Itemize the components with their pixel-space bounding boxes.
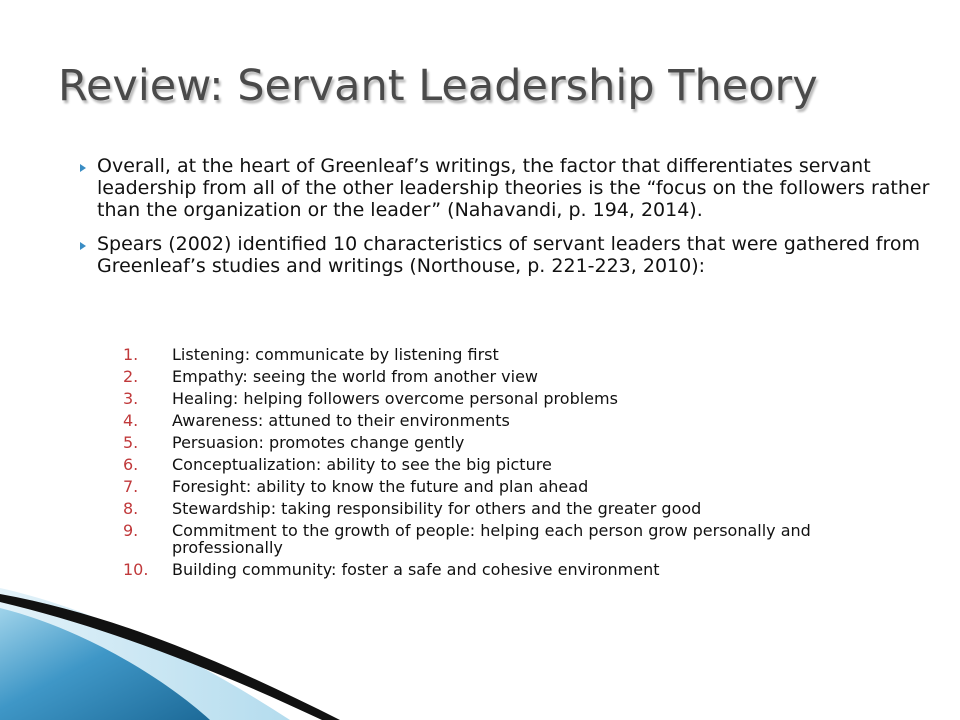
bullet-list (80, 155, 940, 277)
arrow-bullet-icon (80, 164, 86, 172)
list-item-text: Persuasion: promotes change gently (172, 433, 465, 452)
list-item (123, 346, 923, 363)
list-item-text: Empathy: seeing the world from another view (172, 367, 539, 386)
list-item-text: Conceptualization: ability to see the big picture (172, 455, 552, 474)
list-item-number: 2. (123, 367, 139, 386)
list-item-text: Healing: helping followers overcome personal problems (172, 389, 618, 408)
slide-title: Review: Servant Leadership Theory (58, 61, 818, 111)
bullet-text: Spears (2002) identified 10 characteristics of servant leaders that were gathered from Greenleaf’s studies and writings (Northouse, p. 221-223, 2010): (97, 233, 921, 277)
list-item-text: Building community: foster a safe and cohesive environment (172, 560, 660, 579)
list-item (123, 478, 923, 495)
list-item-text: Awareness: attuned to their environments (172, 411, 510, 430)
arrow-bullet-icon (80, 242, 86, 250)
bullet-item (80, 233, 940, 277)
list-item (123, 500, 923, 517)
slide-corner-decoration (0, 580, 960, 720)
decor-dark-swoosh (0, 594, 340, 720)
list-item (123, 434, 923, 451)
list-item (123, 456, 923, 473)
list-item-number: 3. (123, 389, 139, 408)
list-item-text: Stewardship: taking responsibility for others and the greater good (172, 499, 702, 518)
list-item (123, 368, 923, 385)
list-item (123, 412, 923, 429)
list-item-number: 4. (123, 411, 139, 430)
list-item-number: 10. (123, 560, 149, 579)
list-item (123, 390, 923, 407)
list-item-text: Listening: communicate by listening first (172, 345, 499, 364)
list-item-text: Commitment to the growth of people: helping each person grow personally and professionally (172, 521, 811, 557)
decor-light-wave (0, 588, 290, 720)
list-item-number: 8. (123, 499, 139, 518)
decor-blue-wave (0, 608, 210, 720)
list-item-number: 7. (123, 477, 139, 496)
list-item (123, 522, 923, 556)
bullet-text: Overall, at the heart of Greenleaf’s writings, the factor that differentiates servant leadership from all of the other leadership theories is the “focus on the followers rather than the organization or the leader” (Nahavandi, p. 194, 2014). (97, 155, 930, 221)
bullet-item (80, 155, 940, 221)
list-item (123, 561, 923, 578)
list-item-number: 5. (123, 433, 139, 452)
list-item-text: Foresight: ability to know the future and plan ahead (172, 477, 589, 496)
list-item-number: 1. (123, 345, 139, 364)
characteristics-list (123, 346, 923, 578)
list-item-number: 9. (123, 521, 139, 540)
list-item-number: 6. (123, 455, 139, 474)
